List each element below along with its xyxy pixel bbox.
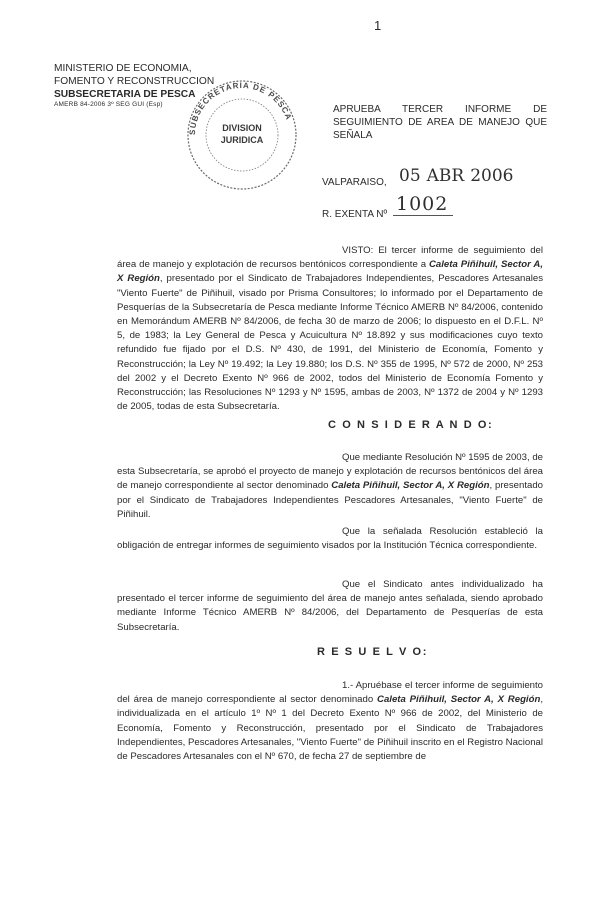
seal-ring-text: SUBSECRETARIA DE PESCA: [187, 80, 294, 136]
resuelvo-heading: R E S U E L V O:: [317, 646, 428, 658]
exenta-underline: [393, 215, 453, 216]
stamped-date: [399, 166, 519, 186]
exenta-label: R. EXENTA Nº: [322, 209, 388, 220]
considerando-paragraph-2: Que la señalada Resolución estableció la obligación de entregar informes de seguimiento visados por la Institución Técnica correspondiente.: [117, 526, 543, 552]
place-label: VALPARAISO,: [322, 177, 387, 188]
considerando-text-1-cont: , presentado por el Sindicato de Trabajadores Independientes Pescadores Artesanales, "Viento Fuerte" de Piñihuil.: [117, 480, 543, 520]
exenta-number: 1002: [396, 193, 449, 215]
considerando-text-1: Que mediante Resolución Nº 1595 de 2003, de esta Subsecretaría, se aprobó el proyecto de manejo y explotación de recursos bentónicos del área de manejo correspondiente al sector denominado: [117, 452, 543, 492]
date-day: 05: [399, 166, 421, 186]
letterhead-subsecretaria: SUBSECRETARIA DE PESCA: [54, 89, 196, 100]
considerando-heading: C O N S I D E R A N D O:: [328, 419, 494, 431]
visto-text: El tercer informe de seguimiento del área de manejo y explotación de recursos bentónicos correspondiente a: [117, 245, 543, 271]
division-juridica-seal: [183, 76, 301, 194]
resolution-subject: APRUEBA TERCER INFORME DE SEGUIMIENTO DE AREA DE MANEJO QUE SEÑALA: [333, 104, 547, 141]
date-year: 2006: [470, 166, 514, 186]
letterhead-reference: AMERB 84-2006 3º SEG GUI (Esp): [54, 101, 163, 108]
letterhead-fomento: FOMENTO Y RECONSTRUCCION: [54, 76, 215, 87]
considerando-paragraph-1: [117, 451, 543, 522]
visto-label: VISTO:: [342, 245, 374, 256]
resuelvo-text-1-cont: , individualizada en el artículo 1º Nº 1 del Decreto Exento Nº 966 de 2002, del Ministerio de Economía, Fomento y Reconstrucción, presentado por el Sindicato de Trabajadores Independientes, Pescadores Artesanales, "Viento Fuerte" de Piñihuil inscrito en el Registro Nacional de Pescadores Artesanales con el Nº 670, de fecha 27 de septiembre de: [117, 694, 543, 763]
resuelvo-paragraph-1: [117, 679, 543, 764]
seal-line-division: DIVISION: [222, 123, 262, 133]
resuelvo-sector: Caleta Piñihuil, Sector A, X Región: [377, 694, 541, 706]
considerando-sector: Caleta Piñihuil, Sector A, X Región: [331, 480, 490, 492]
visto-paragraph: [117, 244, 543, 414]
seal-line-juridica: JURIDICA: [220, 135, 264, 145]
resuelvo-text-1: 1.- Apruébase el tercer informe de seguimiento del área de manejo correspondiente al sector denominado: [117, 680, 543, 706]
visto-text-cont: , presentado por el Sindicato de Trabajadores Independientes, Pescadores Artesanales "Viento Fuerte" de Piñihuil, visado por Prisma Consultores; lo informado por el Departamento de Pesquerías de la Subsecretaría de Pesca mediante Informe Técnico AMERB Nº 84/2006, contenido en Memorándum AMERB Nº 84/2006, de fecha 30 de marzo de 2006; lo dispuesto en el D.F.L. Nº 5, de 1983; la Ley General de Pesca y Acuicultura Nº 18.892 y sus modificaciones cuyo texto refundido fue fijado por el D.S. Nº 430, de 1991, del Ministerio de Economía, Fomento y Reconstrucción; la Ley Nº 19.492; la Ley 19.880; los D.S. Nº 355 de 1995, Nº 572 de 2000, Nº 253 del 2002 y el Decreto Exento Nº 966 de 2002, todos del Ministerio de Economía Fomento y Reconstrucción; las Resoluciones Nº 1293 y Nº 1595, ambas de 2003, Nº 1372 de 2004 y Nº 1293 de 2005, todas de esta Subsecretaría.: [117, 273, 543, 413]
considerando-paragraph-3: Que el Sindicato antes individualizado ha presentado el tercer informe de seguimiento del área de manejo antes señalada, siendo aprobado mediante Informe Técnico AMERB Nº 84/2006, del Departamento de Pesquerías de esta Subsecretaría.: [117, 579, 543, 633]
letterhead-ministry: MINISTERIO DE ECONOMIA,: [54, 63, 192, 74]
visto-sector: Caleta Piñihuil, Sector A, X Región: [117, 259, 543, 285]
date-month: ABR: [426, 166, 465, 186]
page-mark: 1: [374, 18, 382, 33]
